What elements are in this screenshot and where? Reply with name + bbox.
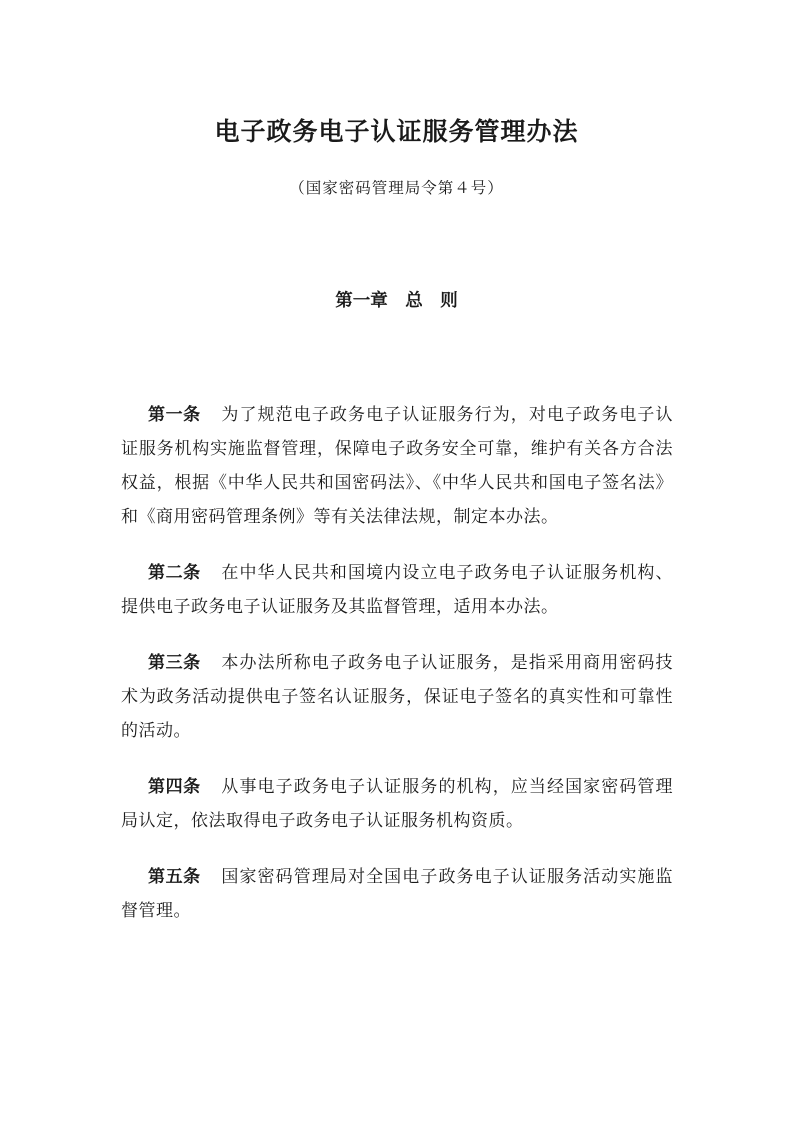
article-text: 为了规范电子政务电子认证服务行为，对电子政务电子认证服务机构实施监督管理，保障电子政务安全可靠，维护有关各方合法权益，根据《中华人民共和国密码法》、《中华人民共和国电子签名法》和《商用密码管理条例》等有关法律法规，制定本办法。 <box>121 405 674 527</box>
article-3 <box>121 646 673 748</box>
chapter-heading: 第一章 总 则 <box>335 291 458 311</box>
order-number: （国家密码管理局令第４号） <box>289 179 504 197</box>
document-title: 电子政务电子认证服务管理办法 <box>214 117 579 146</box>
article-label: 第二条 <box>148 563 201 583</box>
article-text: 从事电子政务电子认证服务的机构，应当经国家密码管理局认定，依法取得电子政务电子认证服务机构资质。 <box>121 777 674 831</box>
article-label: 第三条 <box>148 653 201 673</box>
article-text: 国家密码管理局对全国电子政务电子认证服务活动实施监督管理。 <box>121 867 674 921</box>
articles-body <box>121 398 673 950</box>
article-text: 在中华人民共和国境内设立电子政务电子认证服务机构、提供电子政务电子认证服务及其监督管理，适用本办法。 <box>121 563 674 617</box>
article-2 <box>121 556 673 624</box>
article-label: 第四条 <box>148 777 201 797</box>
article-5 <box>121 860 673 928</box>
article-4 <box>121 770 673 838</box>
article-label: 第一条 <box>148 405 201 425</box>
article-1 <box>121 398 673 534</box>
article-text: 本办法所称电子政务电子认证服务，是指采用商用密码技术为政务活动提供电子签名认证服务，保证电子签名的真实性和可靠性的活动。 <box>121 653 674 741</box>
article-label: 第五条 <box>148 867 201 887</box>
